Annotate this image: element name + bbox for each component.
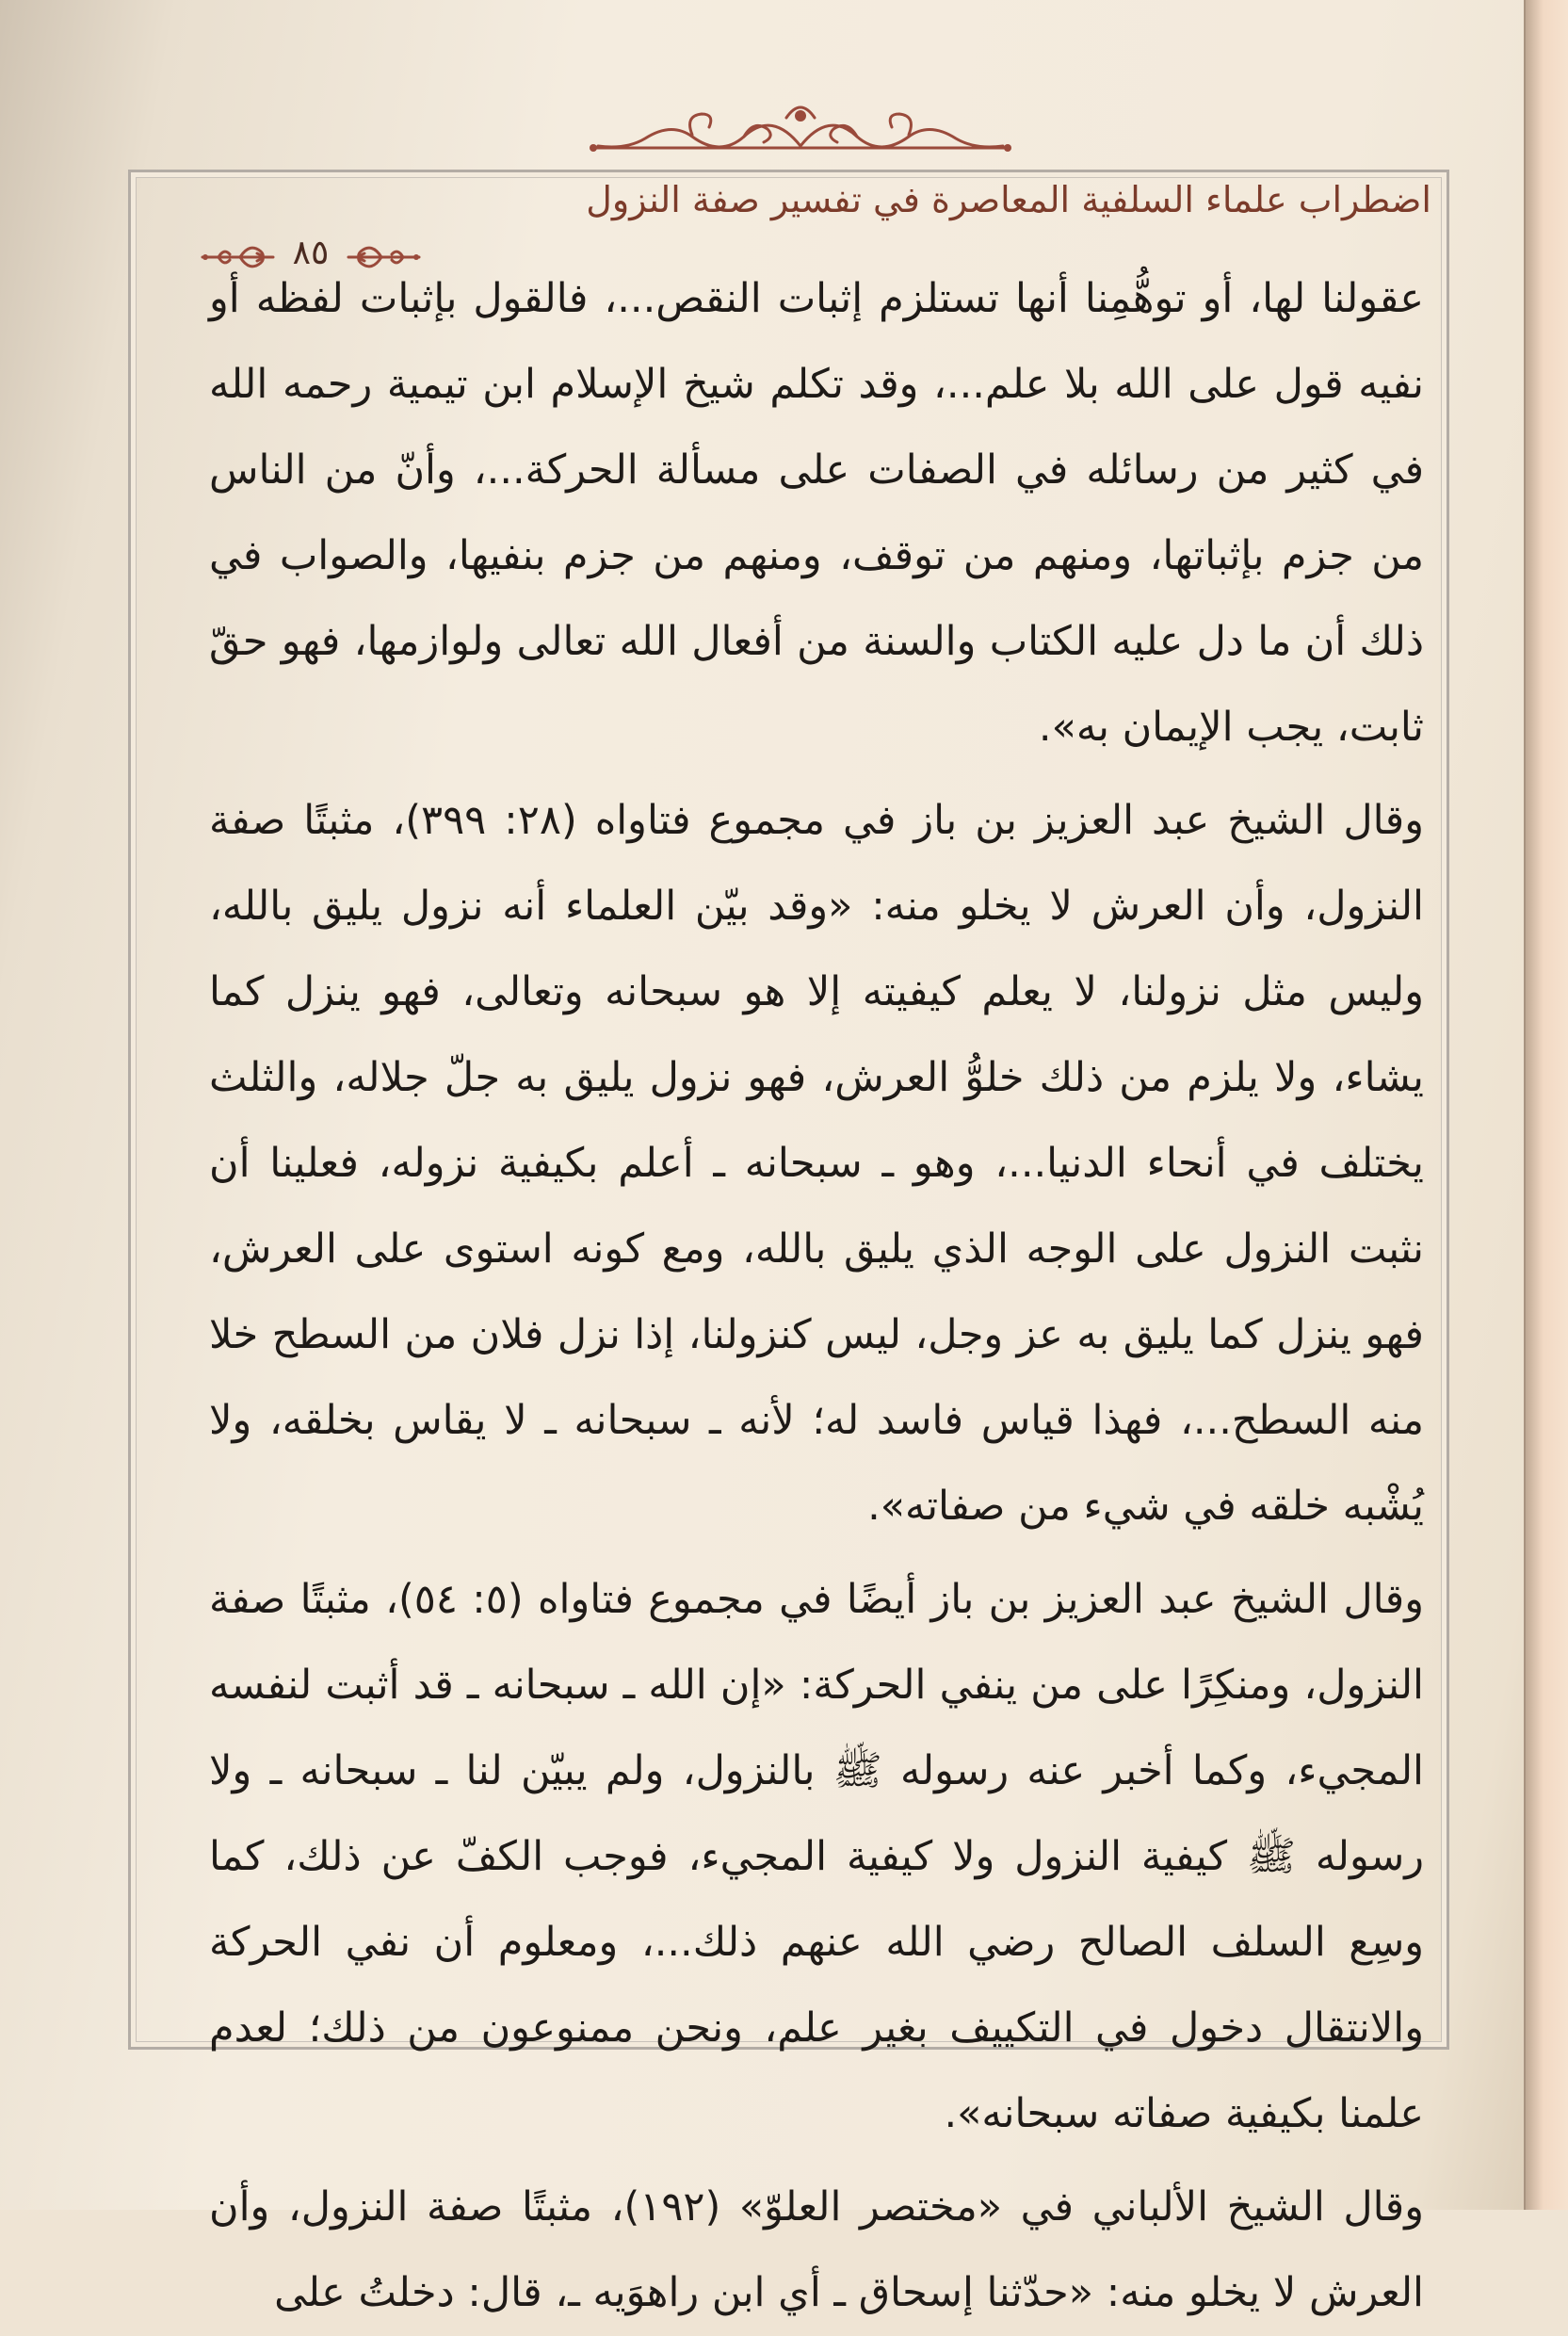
page-number: ٨٥ — [292, 234, 330, 272]
body-text — [209, 256, 1424, 2336]
running-title: اضطراب علماء السلفية المعاصرة في تفسير صفة النزول — [586, 179, 1431, 220]
top-ornament-icon — [584, 89, 1017, 165]
paragraph-4: وقال الشيخ الألباني في «مختصر العلوّ» (١٩٢)، مثبتًا صفة النزول، وأن العرش لا يخلو منه: «حدّثنا إسحاق ـ أي ابن راهوَيه ـ، قال: دخلتُ على — [209, 2183, 1424, 2316]
facing-page-edge — [1524, 0, 1568, 2210]
paragraph-1: عقولنا لها، أو توهُّمِنا أنها تستلزم إثبات النقص...، فالقول بإثبات لفظه أو نفيه قول على الله بلا علم...، وقد تكلم شيخ الإسلام ابن تيمية رحمه الله في كثير من رسائله في الصفات على مسألة الحركة...، وأنّ من الناس من جزم بإثباتها، ومنهم من توقف، ومنهم من جزم بنفيها، والصواب في ذلك أن ما دل عليه الكتاب والسنة من أفعال الله تعالى ولوازمها، فهو حقّ ثابت، يجب الإيمان به». — [209, 275, 1424, 751]
paragraph-2: وقال الشيخ عبد العزيز بن باز في مجموع فتاواه (٢٨: ٣٩٩)، مثبتًا صفة النزول، وأن العرش لا يخلو منه: «وقد بيّن العلماء أنه نزول يليق بالله، وليس مثل نزولنا، لا يعلم كيفيته إلا هو سبحانه وتعالى، فهو ينزل كما يشاء، ولا يلزم من ذلك خلوُّ العرش، فهو نزول يليق به جلّ جلاله، والثلث يختلف في أنحاء الدنيا...، وهو ـ سبحانه ـ أعلم بكيفية نزوله، فعلينا أن نثبت النزول على الوجه الذي يليق بالله، ومع كونه استوى على العرش، فهو ينزل كما يليق به عز وجل، ليس كنزولنا، إذا نزل فلان من السطح خلا منه السطح...، فهذا قياس فاسد له؛ لأنه ـ سبحانه ـ لا يقاس بخلقه، ولا يُشْبه خلقه في شيء من صفاته». — [209, 797, 1425, 1530]
paragraph-3: وقال الشيخ عبد العزيز بن باز أيضًا في مجموع فتاواه (٥: ٥٤)، مثبتًا صفة النزول، ومنكِرًا على من ينفي الحركة: «إن الله ـ سبحانه ـ قد أثبت لنفسه المجيء، وكما أخبر عنه رسوله ﷺ بالنزول، ولم يبيّن لنا ـ سبحانه ـ ولا رسوله ﷺ كيفية النزول ولا كيفية المجيء، فوجب الكفّ عن ذلك، كما وسِع السلف الصالح رضي الله عنهم ذلك...، ومعلوم أن نفي الحركة والانتقال دخول في التكييف بغير علم، ونحن ممنوعون من ذلك؛ لعدم علمنا بكيفية صفاته سبحانه». — [209, 1576, 1425, 2137]
